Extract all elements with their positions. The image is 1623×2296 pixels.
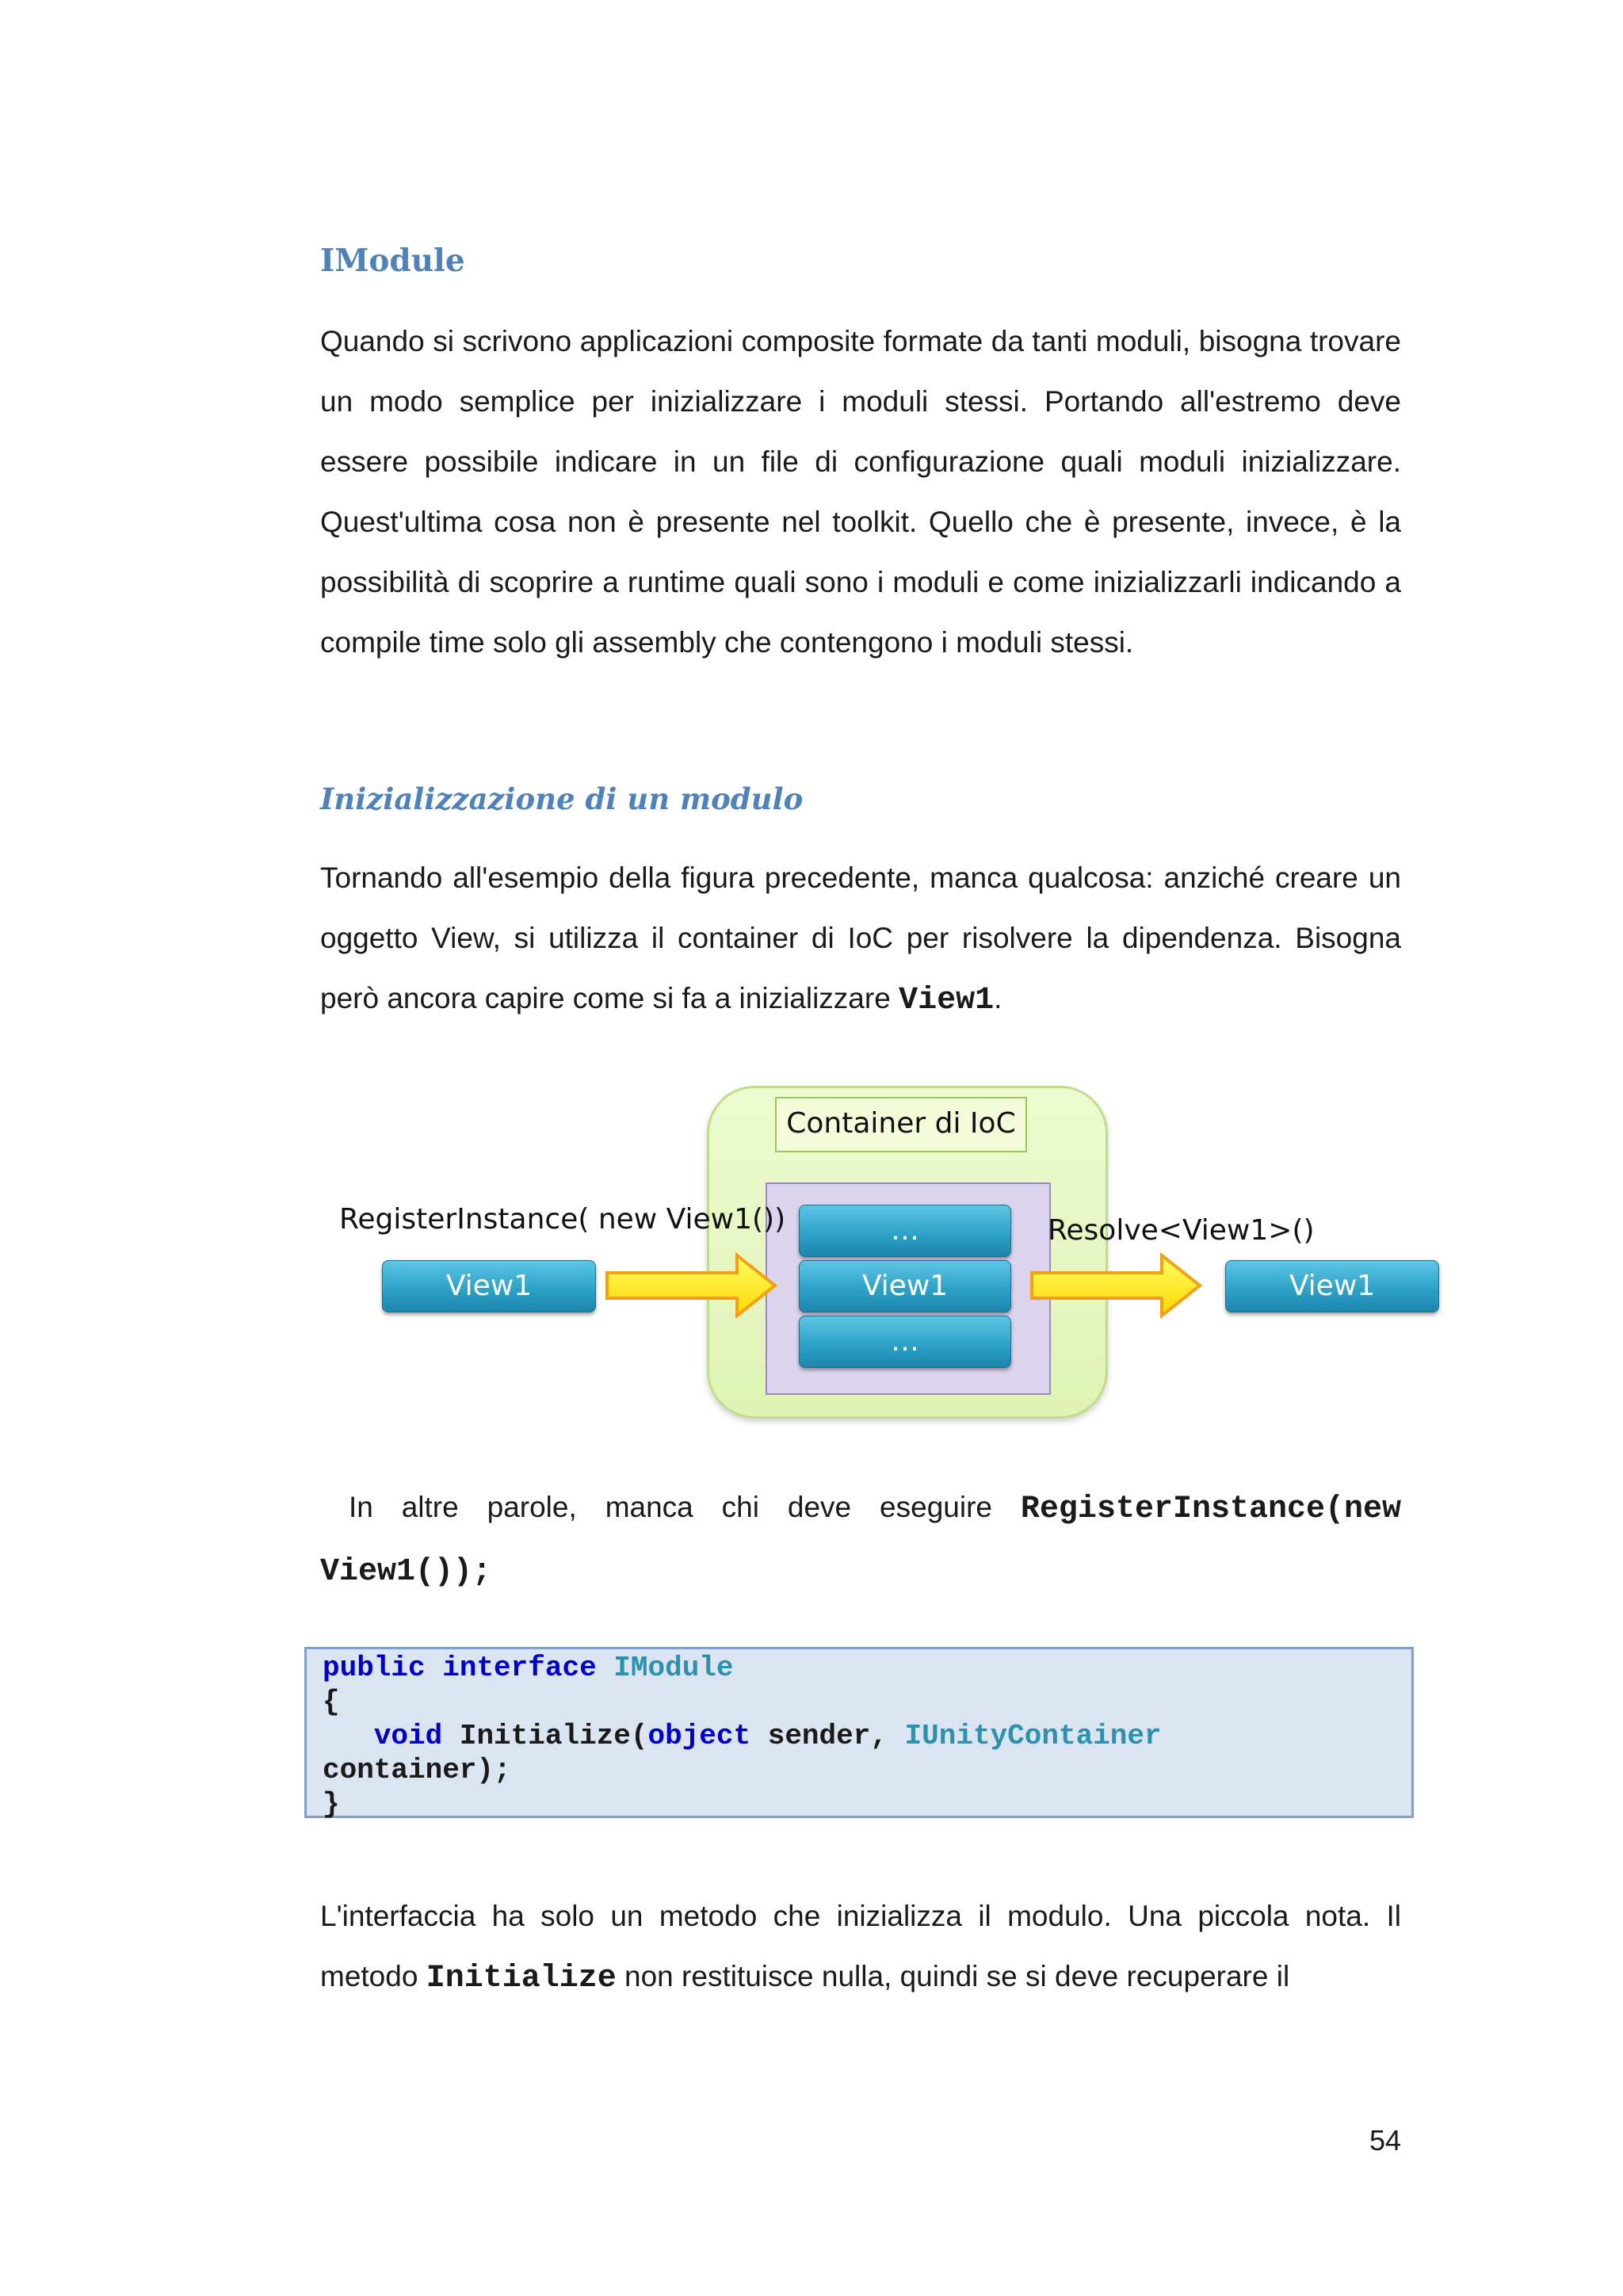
- paragraph-interface-note: [320, 1886, 1401, 2009]
- section-heading: IModule: [320, 243, 465, 279]
- code-type-iunitycontainer: IUnityContainer: [904, 1720, 1162, 1752]
- inline-code-view1: View1: [899, 983, 995, 1018]
- code-method-initialize: Initialize(: [459, 1720, 648, 1752]
- inline-code-initialize: Initialize: [426, 1961, 617, 1996]
- code-param-container: container);: [323, 1754, 511, 1786]
- registry-slot-bottom: …: [799, 1316, 1011, 1368]
- paragraph-interface-note-text1: L'interfaccia ha solo un metodo che inizializza il modulo. Una piccola nota. Il metodo: [320, 1900, 1401, 1992]
- paragraph-module-init: [320, 848, 1401, 1031]
- code-keyword-interface: interface: [442, 1652, 597, 1684]
- paragraph-module-init-end: .: [994, 982, 1002, 1014]
- register-instance-label: RegisterInstance( new View1()): [339, 1203, 786, 1236]
- code-open-brace: {: [323, 1686, 340, 1718]
- code-keyword-public: public: [323, 1652, 426, 1684]
- ioc-container-title: Container di IoC: [775, 1097, 1027, 1152]
- page-number: 54: [1369, 2124, 1401, 2157]
- source-view1-box: View1: [382, 1260, 596, 1312]
- paragraph-register-instance-text: In altre parole, manca chi deve eseguire: [348, 1491, 1021, 1523]
- paragraph-module-init-text: Tornando all'esempio della figura precedente, manca qualcosa: anziché creare un oggetto View, si utilizza il container di IoC per risolvere la dipendenza. Bisogna però ancora capire come si fa a inizializzare: [320, 861, 1401, 1014]
- resolve-label: Resolve<View1>(): [1048, 1214, 1315, 1247]
- ioc-diagram: [325, 1062, 1450, 1435]
- registry-slot-top: …: [799, 1205, 1011, 1257]
- paragraph-intro: Quando si scrivono applicazioni composite formate da tanti moduli, bisogna trovare un modo semplice per inizializzare i moduli stessi. Portando all'estremo deve essere possibile indicare in un file di configurazione quali moduli inizializzare. Quest'ultima cosa non è presente nel toolkit. Quello che è presente, invece, è la possibilità di scoprire a runtime quali sono i moduli e come inizializzarli indicando a compile time solo gli assembly che contengono i moduli stessi.: [320, 325, 1401, 659]
- inline-code-register-instance: RegisterInstance(new View1());: [320, 1492, 1401, 1590]
- code-param-sender: sender,: [767, 1720, 888, 1752]
- paragraph-interface-note-text2: non restituisce nulla, quindi se si deve recuperare il: [616, 1960, 1290, 1992]
- imodule-code: [323, 1651, 1162, 1821]
- resolve-arrow-icon: [1029, 1252, 1205, 1319]
- code-block: [304, 1647, 1414, 1818]
- resolved-view1-box: View1: [1225, 1260, 1439, 1312]
- code-keyword-object: object: [647, 1720, 751, 1752]
- registry-slot-view1: View1: [799, 1260, 1011, 1312]
- register-arrow-icon: [604, 1252, 780, 1319]
- subsection-heading: Inizializzazione di un modulo: [320, 781, 804, 816]
- code-keyword-void: void: [373, 1720, 443, 1752]
- code-type-imodule: IModule: [613, 1652, 734, 1684]
- paragraph-register-instance: [320, 1477, 1401, 1603]
- code-close-brace: }: [323, 1788, 340, 1820]
